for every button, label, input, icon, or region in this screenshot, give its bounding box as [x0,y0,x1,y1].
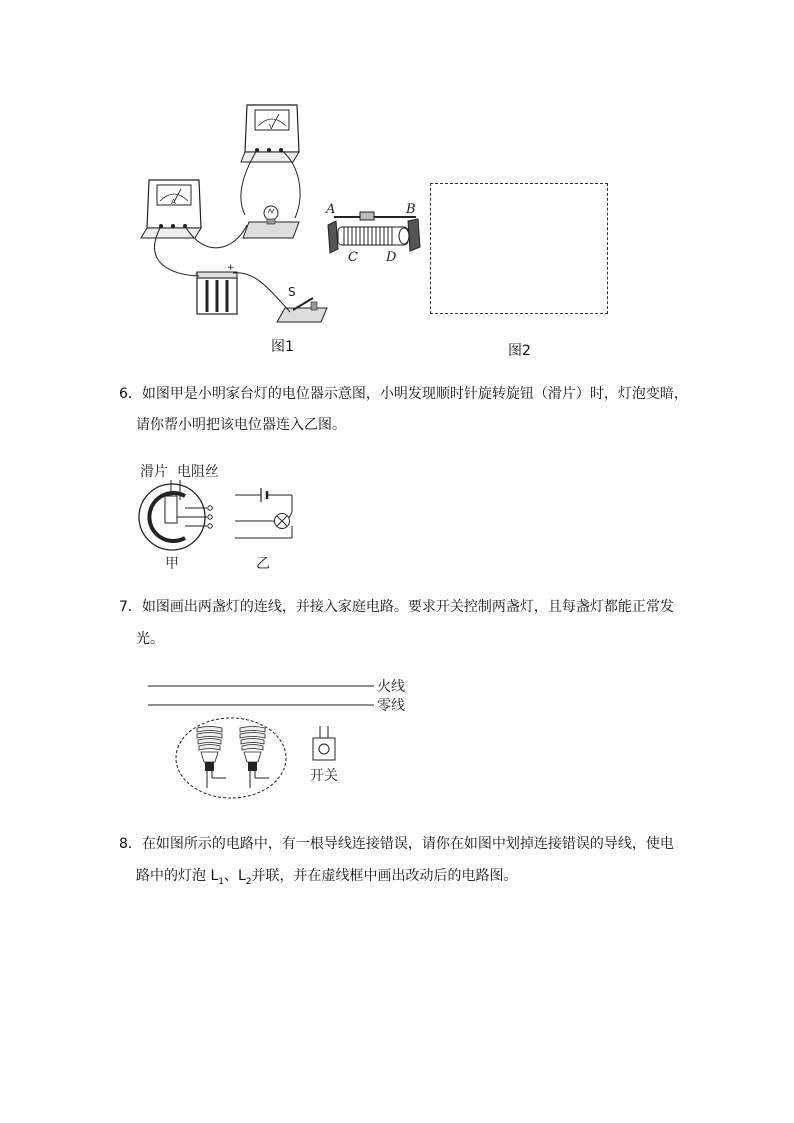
question-8-text-2a: 路中的灯泡 L [136,868,219,884]
question-8-text-2b: 、L [223,868,246,884]
circuit-answer-box[interactable] [430,183,608,314]
lamp [243,206,299,238]
live-wire-label: 火线 [377,679,405,695]
question-7-line-1 [119,593,674,622]
subscript-1: 1 [218,876,224,887]
question-6-line-2: 请你帮小明把该电位器连入乙图。 [136,417,346,433]
figure-potentiometer [135,460,305,572]
figure-jia-label: 甲 [165,556,179,572]
question-7-number: 7． [119,599,142,615]
battery-plus-label: + [227,263,235,273]
question-6-line-1 [119,380,688,409]
voltmeter-label: V [269,123,274,131]
bulb-2 [240,727,269,789]
switch-caption: 开关 [310,768,338,784]
figure-2 [320,195,430,270]
battery-minus-label: - [195,269,199,279]
figure-1-drawing [135,100,350,325]
battery [195,263,237,314]
question-8-text-2c: 并联，并在虚线框中画出改动后的电路图。 [251,868,518,884]
switch [277,285,327,322]
question-8-line-2 [136,862,518,897]
potentiometer-drawing [135,460,305,572]
wall-switch [310,726,338,784]
figure-1-caption: 图1 [271,339,294,355]
rheostat-label-a: A [326,202,336,217]
ammeter-label: A [171,198,176,206]
rheostat-label-c: C [348,250,358,265]
subscript-2: 2 [245,876,252,887]
neutral-wire-label: 零线 [377,698,405,714]
figure-1 [135,100,350,325]
question-7-text-1: 如图画出两盏灯的连线，并接入家庭电路。要求开关控制两盏灯，且每盏灯都能正常发 [141,599,674,615]
question-6-number: 6． [119,386,142,402]
question-7-line-2: 光。 [136,631,164,647]
rheostat-label-d: D [386,250,397,265]
voltmeter [241,105,299,162]
rheostat-drawing [320,195,430,270]
slider-label: 滑片 [140,464,168,480]
question-8-line-1 [119,830,674,859]
question-6-text-1: 如图甲是小明家台灯的电位器示意图，小明发现顺时针旋转旋钮（滑片）时，灯泡变暗， [141,386,688,402]
ammeter [141,180,201,238]
rheostat-label-b: B [406,202,416,217]
bulb-1 [197,727,226,789]
figure-yi-label: 乙 [256,556,270,572]
question-8-text-1: 在如图所示的电路中，有一根导线连接错误，请你在如图中划掉连接错误的导线，使电 [141,836,674,852]
resistance-wire-label: 电阻丝 [177,464,219,480]
figure-household-circuit [140,672,415,808]
switch-label: S [288,285,296,299]
household-circuit-drawing [140,672,415,808]
figure-2-caption: 图2 [508,343,531,359]
question-8-number: 8． [119,836,142,852]
